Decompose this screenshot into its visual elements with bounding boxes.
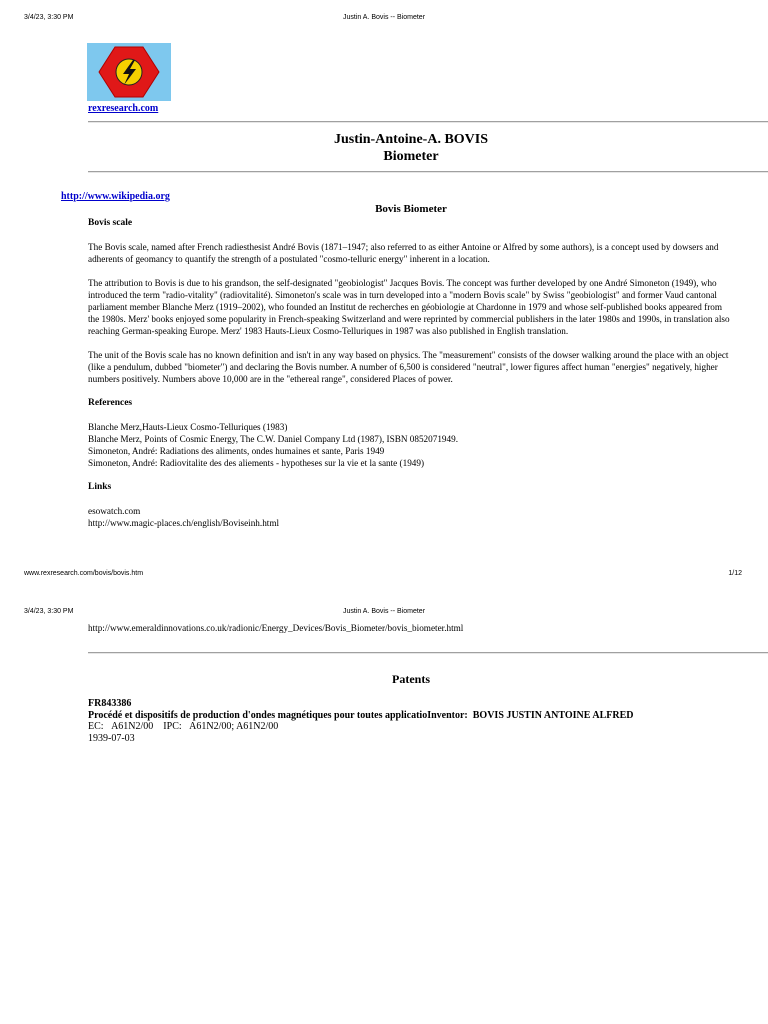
patent-ipc-label: IPC: (163, 721, 182, 732)
patent-inventor-label: Inventor: (427, 709, 468, 721)
patent-entry (88, 698, 734, 744)
reference-item: Blanche Merz, Points of Cosmic Energy, The C.W. Daniel Company Ltd (1987), ISBN 0852071949. (88, 434, 459, 444)
patent-title: Procédé et dispositifs de production d'ondes magnétiques pour toutes applicatio (88, 709, 428, 721)
patents-heading: Patents (392, 672, 430, 686)
print-doc-title: Justin A. Bovis -- Biometer (342, 14, 426, 21)
links-list (88, 505, 734, 529)
section-heading-bovis-scale: Bovis scale (88, 218, 133, 228)
page-title-line-1: Justin-Antoine-A. BOVIS (333, 132, 489, 147)
paragraph: The attribution to Bovis is due to his grandson, the self-designated "geobiologist" Jacques Bovis. The concept was further developed by one André Simoneton (1949), who introduced the term "radio-vitality" (radiovitalité). Simoneton's scale was in turn developed into a "modern Bovis scale" by Swiss "geobiologist" and former Vaud cantonal parliament member Blanche Merz (1919–2002), who founded an Institut de recherches en géobiologie at Chardonne in 1979 and whose self-published books appeared from the 1980s. Merz' books enjoyed some popularity in French-speaking Switzerland and were reprinted by commercial publishers in the later 1980s and 1990s, in translation also reaching German-speaking Europe. Merz' 1983 Hauts-Lieux Cosmo-Telluriques in 1987 was also published in English translation. (88, 278, 730, 336)
link-item[interactable]: http://www.magic-places.ch/english/Boviseinh.html (88, 518, 280, 528)
wikipedia-link[interactable]: http://www.wikipedia.org (61, 191, 170, 202)
page-title-line-2: Biometer (383, 149, 439, 164)
references-list (88, 421, 734, 469)
patent-date: 1939-07-03 (88, 732, 135, 744)
link-item[interactable]: http://www.emeraldinnovations.co.uk/radionic/Energy_Devices/Bovis_Biometer/bovis_biometer.html (88, 623, 464, 633)
hexagon-bolt-logo-icon (87, 43, 171, 101)
page-title (88, 131, 734, 165)
patent-classification (88, 721, 734, 733)
print-datetime: 3/4/23, 3:30 PM (24, 14, 74, 21)
section-heading-links: Links (88, 482, 112, 492)
divider (88, 171, 768, 173)
rexresearch-logo[interactable] (87, 43, 171, 101)
reference-item: Blanche Merz,Hauts-Lieux Cosmo-Telluriques (1983) (88, 422, 288, 432)
section-heading-references: References (88, 398, 133, 408)
reference-item: Simoneton, André: Radiovitalite des des aliements - hypotheses sur la vie et la sante (1949) (88, 458, 425, 468)
print-footer-url: www.rexresearch.com/bovis/bovis.htm (24, 570, 144, 577)
rexresearch-link[interactable]: rexresearch.com (88, 103, 159, 114)
paragraph: The Bovis scale, named after French radiesthesist André Bovis (1871–1947; also referred to as either Antoine or Alfred by some authors), is a concept used by dowsers and adherents of geomancy to quantify the strength of a postulated "cosmo-telluric energy" inherent in a location. (88, 242, 719, 264)
patent-ec-value: A61N2/00 (111, 721, 154, 732)
patent-inventor: BOVIS JUSTIN ANTOINE ALFRED (472, 709, 634, 721)
section-title-bovis-biometer: Bovis Biometer (375, 203, 447, 215)
print-page-2 (0, 600, 768, 1024)
patent-number[interactable]: FR843386 (88, 698, 132, 709)
patent-ipc-value: A61N2/00; A61N2/00 (189, 721, 279, 732)
print-doc-title: Justin A. Bovis -- Biometer (342, 608, 426, 615)
link-item[interactable]: esowatch.com (88, 506, 141, 516)
divider (88, 121, 768, 123)
wiki-article (88, 217, 734, 529)
paragraph: The unit of the Bovis scale has no known definition and isn't in any way based on physics. The "measurement" consists of the dowser walking around the place with an object (like a pendulum, dubbed "biometer") and declaring the Bovis number. A number of 6,500 is considered "neutral", lower figures affect human "energies" negatively, higher numbers positively. Numbers above 10,000 are in the "ethereal range", considered Places of power. (88, 350, 729, 384)
links-continued (88, 622, 734, 634)
patent-title-line (88, 710, 734, 722)
reference-item: Simoneton, André: Radiations des aliments, ondes humaines et sante, Paris 1949 (88, 446, 385, 456)
divider (88, 652, 768, 654)
print-datetime: 3/4/23, 3:30 PM (24, 608, 74, 615)
patent-ec-label: EC: (88, 721, 104, 732)
print-page-number: 1/12 (728, 570, 742, 577)
